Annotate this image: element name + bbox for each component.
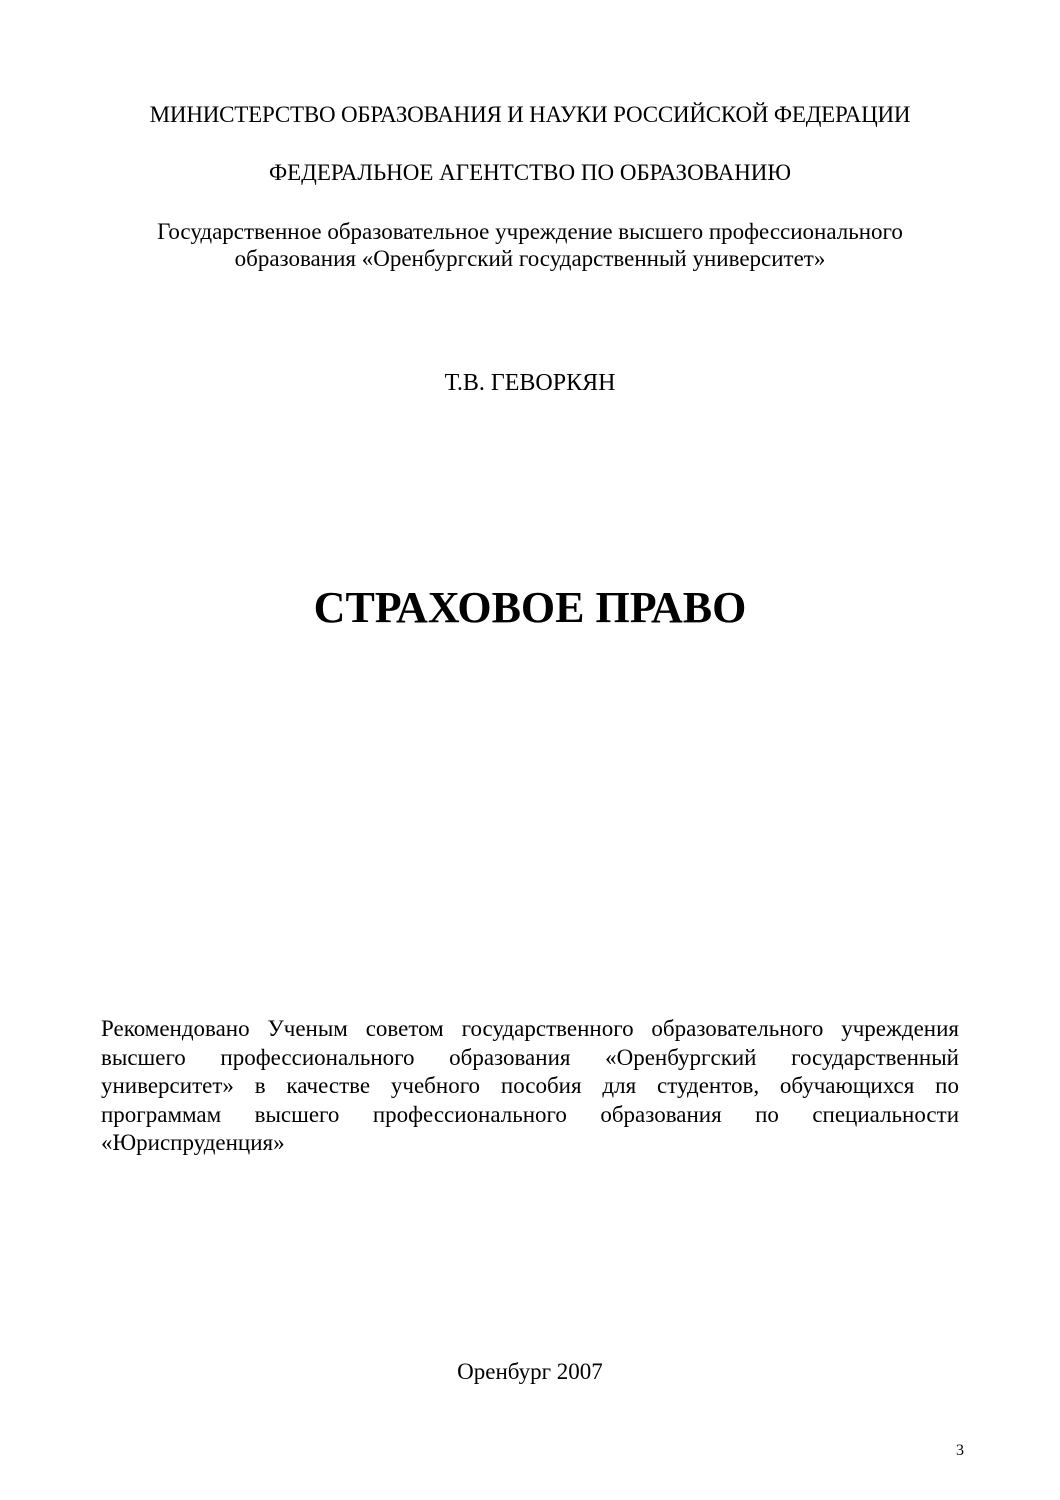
ministry-name: МИНИСТЕРСТВО ОБРАЗОВАНИЯ И НАУКИ РОССИЙСКОЙ ФЕДЕРАЦИИ (149, 102, 911, 127)
institution-name-line-1: Государственное образовательное учреждение высшего профессионального (157, 219, 903, 244)
page-number: 3 (956, 1442, 964, 1459)
agency-name: ФЕДЕРАЛЬНОЕ АГЕНТСТВО ПО ОБРАЗОВАНИЮ (268, 160, 792, 185)
institution-name-line-2: образования «Оренбургский государственный университет» (234, 246, 826, 271)
author-name: Т.В. ГЕВОРКЯН (444, 370, 616, 396)
city-year: Оренбург 2007 (457, 1359, 603, 1384)
document-title: СТРАХОВОЕ ПРАВО (313, 583, 747, 632)
recommendation-text: Рекомендовано Ученым советом государственного образовательного учреждения высшего профессионального образования «Оренбургский государственный университет» в качестве учебного пособия для студентов, обучающихся по программам высшего профессионального образования по специальности «Юриспруденция» (101, 1016, 959, 1155)
